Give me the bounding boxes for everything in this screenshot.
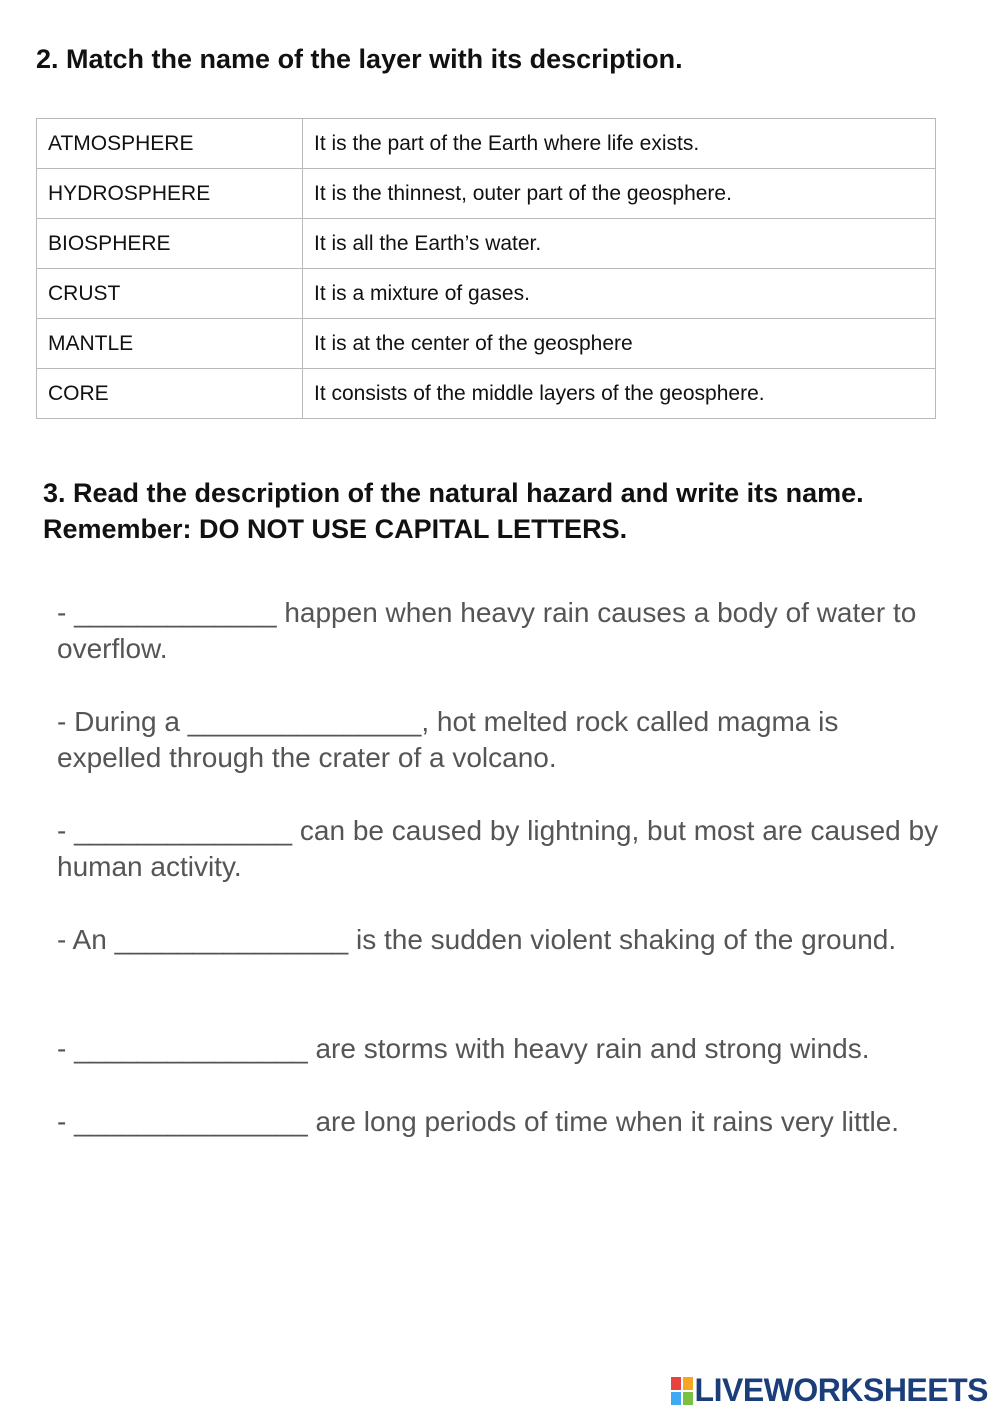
table-row — [37, 219, 936, 269]
section-3-title: 3. Read the description of the natural hazard and write its name. Remember: DO NOT USE CAPITAL LETTERS. — [43, 478, 864, 544]
answer-blank[interactable]: _______________ — [74, 1033, 308, 1064]
hazard-item-earthquake — [57, 922, 947, 958]
item-text: can be caused by lightning, but most are caused by human activity. — [57, 815, 939, 882]
item-text: , hot melted rock called magma is expelled through the crater of a volcano. — [57, 706, 839, 773]
answer-blank[interactable]: _______________ — [187, 706, 422, 737]
item-prefix: - During a — [57, 706, 188, 737]
hazard-item-eruption — [57, 704, 947, 776]
section-2-title: 2. Match the name of the layer with its description. — [36, 44, 683, 74]
layer-name-cell[interactable]: CORE — [37, 369, 303, 419]
layer-name-cell[interactable]: CRUST — [37, 269, 303, 319]
item-prefix: - — [57, 1033, 75, 1064]
table-row — [37, 319, 936, 369]
hazard-item-flood — [57, 595, 947, 667]
item-text: are storms with heavy rain and strong winds. — [307, 1033, 870, 1064]
description-cell[interactable]: It is at the center of the geosphere — [303, 319, 936, 369]
item-prefix: - — [57, 1106, 75, 1137]
hazard-item-drought — [57, 1104, 947, 1140]
item-text: is the sudden violent shaking of the ground. — [348, 924, 897, 955]
hazard-item-storm — [57, 1031, 947, 1067]
item-prefix: - — [57, 815, 75, 846]
answer-blank[interactable]: _______________ — [74, 1106, 308, 1137]
table-row — [37, 269, 936, 319]
item-text: happen when heavy rain causes a body of water to overflow. — [57, 597, 917, 664]
description-cell[interactable]: It is the part of the Earth where life exists. — [303, 119, 936, 169]
table-row — [37, 169, 936, 219]
layer-name-cell[interactable]: BIOSPHERE — [37, 219, 303, 269]
description-cell[interactable]: It is all the Earth’s water. — [303, 219, 936, 269]
layer-name-cell[interactable]: HYDROSPHERE — [37, 169, 303, 219]
description-cell[interactable]: It is the thinnest, outer part of the geosphere. — [303, 169, 936, 219]
table-row — [37, 369, 936, 419]
description-cell[interactable]: It consists of the middle layers of the geosphere. — [303, 369, 936, 419]
layer-match-table — [36, 118, 936, 419]
liveworksheets-logo-icon — [671, 1377, 693, 1405]
item-text: are long periods of time when it rains very little. — [307, 1106, 900, 1137]
item-prefix: - — [57, 597, 75, 628]
layer-name-cell[interactable]: ATMOSPHERE — [37, 119, 303, 169]
answer-blank[interactable]: _______________ — [114, 924, 349, 955]
answer-blank[interactable]: ______________ — [74, 815, 293, 846]
liveworksheets-logo — [671, 1372, 988, 1409]
item-prefix: - An — [57, 924, 115, 955]
layer-name-cell[interactable]: MANTLE — [37, 319, 303, 369]
description-cell[interactable]: It is a mixture of gases. — [303, 269, 936, 319]
table-row — [37, 119, 936, 169]
answer-blank[interactable]: _____________ — [74, 597, 277, 628]
hazard-item-fire — [57, 813, 947, 885]
logo-text: LIVEWORKSHEETS — [694, 1372, 988, 1408]
